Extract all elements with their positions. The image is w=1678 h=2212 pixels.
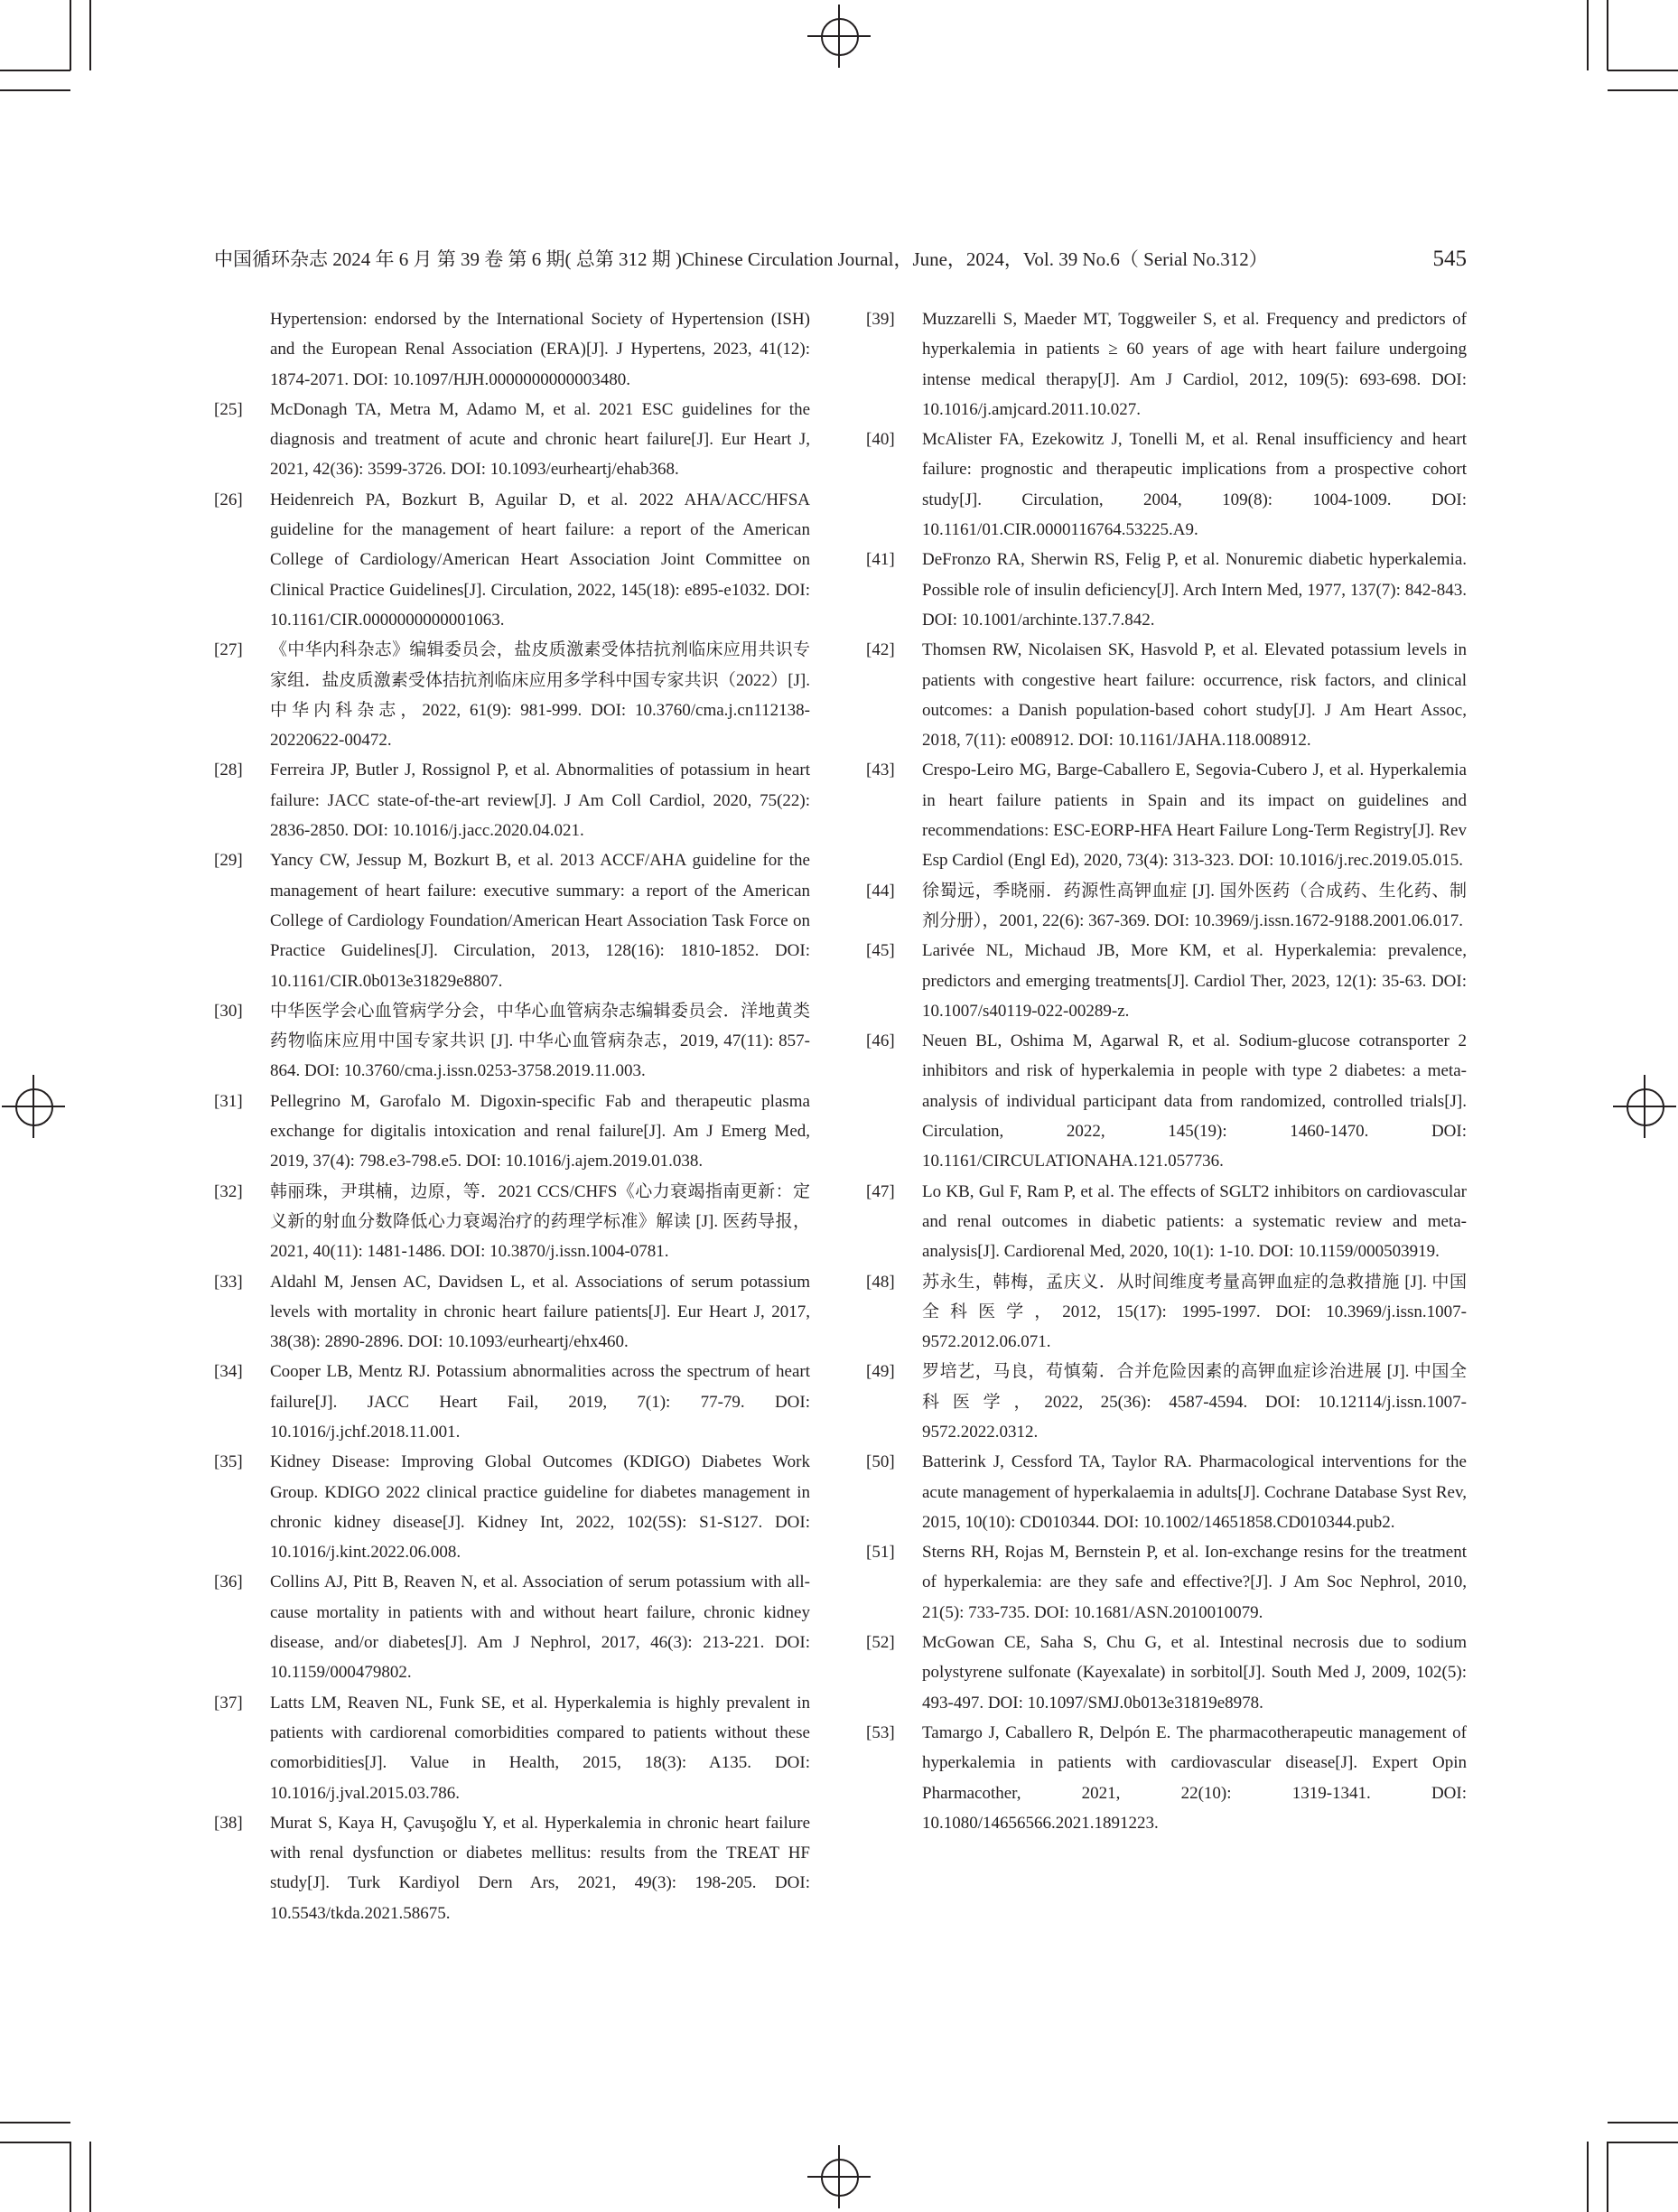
reference-number: [42] [866,640,895,660]
registration-mark-bottom [807,2145,871,2208]
reference-number: [48] [866,1272,895,1292]
reference-text: McAlister FA, Ezekowitz J, Tonelli M, et al. Renal insufficiency and heart failure: prognostic and therapeutic implications from a prospective cohort study[J]. Circulation, 2004, 109(8): 1004-1009. DOI: 10.1161/01.CIR.0000116764.53225.A9. [922,430,1467,540]
reference-item [866,755,1467,875]
reference-number: [25] [214,399,243,419]
reference-item [866,1357,1467,1447]
reference-text: 《中华内科杂志》编辑委员会，盐皮质激素受体拮抗剂临床应用共识专家组．盐皮质激素受体拮抗剂临床应用多学科中国专家共识（2022）[J]. 中华内科杂志，2022, 61(9): 981-999. DOI: 10.3760/cma.j.cn112138-20220622-00472. [270,640,810,751]
running-header [214,244,1467,275]
reference-item [214,395,810,485]
reference-text: Kidney Disease: Improving Global Outcomes (KDIGO) Diabetes Work Group. KDIGO 2022 clinical practice guideline for diabetes management in chronic kidney disease[J]. Kidney Int, 2022, 102(5S): S1-S127. DOI: 10.1016/j.kint.2022.06.008. [270,1452,810,1563]
crop-mark [0,2142,70,2143]
reference-item [866,635,1467,755]
reference-number: [30] [214,1001,243,1021]
reference-item [214,1447,810,1567]
registration-mark-top [807,5,871,68]
page-number: 545 [1432,247,1467,271]
reference-number: [28] [214,761,243,780]
references-right-column [866,304,1467,1838]
reference-text: 罗培艺，马良，苟慎菊．合并危险因素的高钾血症诊治进展 [J]. 中国全科医学，2022, 25(36): 4587-4594. DOI: 10.12114/j.issn.1007-9572.2022.0312. [922,1362,1467,1442]
reference-item [214,485,810,635]
reference-item [866,304,1467,425]
reference-number: [51] [866,1543,895,1563]
reference-text: Muzzarelli S, Maeder MT, Toggweiler S, et al. Frequency and predictors of hyperkalemia in patients ≥ 60 years of age with heart failure undergoing intense medical therapy[J]. Am J Cardiol, 2012, 109(5): 693-698. DOI: 10.1016/j.amjcard.2011.10.027. [922,310,1467,419]
reference-text: 韩丽珠，尹琪楠，边原，等．2021 CCS/CHFS《心力衰竭指南更新：定义新的射血分数降低心力衰竭治疗的药理学标准》解读 [J]. 医药导报，2021, 40(11): 1481-1486. DOI: 10.3870/j.issn.1004-0781. [270,1181,810,1262]
reference-item [214,1357,810,1447]
crop-mark [1608,2122,1678,2123]
reference-item [866,936,1467,1026]
reference-text: Hypertension: endorsed by the International Society of Hypertension (ISH) and the European Renal Association (ERA)[J]. J Hypertens, 2023, 41(12): 1874-2071. DOI: 10.1097/HJH.0000000000003480. [270,310,810,389]
reference-text: Neuen BL, Oshima M, Agarwal R, et al. Sodium-glucose cotransporter 2 inhibitors and risk of hyperkalemia in people with type 2 diabetes: a meta-analysis of individual participant data from randomized, controlled trials[J]. Circulation, 2022, 145(19): 1460-1470. DOI: 10.1161/CIRCULATIONAHA.121.057736. [922,1031,1467,1171]
reference-item [214,1567,810,1687]
crop-mark [1608,89,1678,91]
reference-text: McDonagh TA, Metra M, Adamo M, et al. 2021 ESC guidelines for the diagnosis and treatment of acute and chronic heart failure[J]. Eur Heart J, 2021, 42(36): 3599-3726. DOI: 10.1093/eurheartj/ehab368. [270,399,810,480]
reference-text: Crespo-Leiro MG, Barge-Caballero E, Segovia-Cubero J, et al. Hyperkalemia in heart failure patients in Spain and its impact on guidelines and recommendations: ESC-EORP-HFA Heart Failure Long-Term Registry[J]. Rev Esp Cardiol (Engl Ed), 2020, 73(4): 313-323. DOI: 10.1016/j.rec.2019.05.015. [922,761,1467,871]
reference-number: [32] [214,1181,243,1201]
reference-text: Aldahl M, Jensen AC, Davidsen L, et al. Associations of serum potassium levels with mortality in chronic heart failure patients[J]. Eur Heart J, 2017, 38(38): 2890-2896. DOI: 10.1093/eurheartj/ehx460. [270,1272,810,1352]
reference-item [214,1688,810,1808]
reference-text: 徐蜀远，季晓丽．药源性高钾血症 [J]. 国外医药（合成药、生化药、制剂分册），2001, 22(6): 367-369. DOI: 10.3969/j.issn.1672-9188.2001.06.017. [922,881,1467,930]
registration-mark-left [2,1075,65,1138]
reference-item [866,545,1467,635]
reference-number: [40] [866,430,895,450]
crop-mark [89,2142,91,2212]
reference-text: Cooper LB, Mentz RJ. Potassium abnormalities across the spectrum of heart failure[J]. JACC Heart Fail, 2019, 7(1): 77-79. DOI: 10.1016/j.jchf.2018.11.001. [270,1362,810,1442]
crop-mark [0,70,70,71]
reference-number: [49] [866,1362,895,1382]
reference-text: Sterns RH, Rojas M, Bernstein P, et al. Ion-exchange resins for the treatment of hyperkalemia: are they safe and effective?[J]. J Am Soc Nephrol, 2010, 21(5): 733-735. DOI: 10.1681/ASN.2010010079. [922,1543,1467,1622]
reference-item [214,304,810,395]
reference-item [214,1267,810,1358]
reference-number: [27] [214,640,243,660]
reference-text: Batterink J, Cessford TA, Taylor RA. Pharmacological interventions for the acute management of hyperkalaemia in adults[J]. Cochrane Database Syst Rev, 2015, 10(10): CD010344. DOI: 10.1002/14651858.CD010344.pub2. [922,1452,1467,1532]
reference-item [866,425,1467,545]
reference-number: [37] [214,1693,243,1713]
reference-text: Collins AJ, Pitt B, Reaven N, et al. Association of serum potassium with all-cause mortality in patients with and without heart failure, chronic kidney disease, and/or diabetes[J]. Am J Nephrol, 2017, 46(3): 213-221. DOI: 10.1159/000479802. [270,1573,810,1683]
reference-number: [53] [866,1722,895,1742]
reference-text: McGowan CE, Saha S, Chu G, et al. Intestinal necrosis due to sodium polystyrene sulfonate (Kayexalate) in sorbitol[J]. South Med J, 2009, 102(5): 493-497. DOI: 10.1097/SMJ.0b013e31819e8978. [922,1633,1467,1713]
crop-mark [1587,0,1589,70]
crop-mark [89,0,91,70]
reference-number: [36] [214,1573,243,1592]
reference-text: Lo KB, Gul F, Ram P, et al. The effects of SGLT2 inhibitors on cardiovascular and renal outcomes in diabetic patients: a systematic review and meta-analysis[J]. Cardiorenal Med, 2020, 10(1): 1-10. DOI: 10.1159/000503919. [922,1181,1467,1262]
reference-item [866,876,1467,937]
reference-text: Murat S, Kaya H, Çavuşoğlu Y, et al. Hyperkalemia in chronic heart failure with renal dysfunction or diabetes mellitus: results from the TREAT HF study[J]. Turk Kardiyol Dern Ars, 2021, 49(3): 198-205. DOI: 10.5543/tkda.2021.58675. [270,1813,810,1923]
reference-item [214,845,810,995]
crop-mark [70,2142,71,2212]
reference-item [214,1087,810,1177]
reference-item [866,1628,1467,1718]
reference-item [866,1026,1467,1176]
reference-number: [52] [866,1633,895,1653]
reference-text: Larivée NL, Michaud JB, More KM, et al. Hyperkalemia: prevalence, predictors and emerging treatments[J]. Cardiol Ther, 2023, 12(1): 35-63. DOI: 10.1007/s40119-022-00289-z. [922,941,1467,1021]
reference-number: [35] [214,1452,243,1472]
reference-item [866,1447,1467,1537]
reference-item [214,1177,810,1267]
reference-number: [39] [866,310,895,329]
reference-text: DeFronzo RA, Sherwin RS, Felig P, et al. Nonuremic diabetic hyperkalemia. Possible role of insulin deficiency[J]. Arch Intern Med, 1977, 137(7): 842-843. DOI: 10.1001/archinte.137.7.842. [922,550,1467,630]
reference-number: [44] [866,881,895,901]
reference-number: [46] [866,1031,895,1051]
reference-number: [26] [214,490,243,509]
reference-text: Latts LM, Reaven NL, Funk SE, et al. Hyperkalemia is highly prevalent in patients with cardiorenal comorbidities compared to patients without these comorbidities[J]. Value in Health, 2015, 18(3): A135. DOI: 10.1016/j.jval.2015.03.786. [270,1693,810,1803]
reference-number: [47] [866,1181,895,1201]
reference-item [214,1808,810,1928]
journal-info: 中国循环杂志 2024 年 6 月 第 39 卷 第 6 期( 总第 312 期 )Chinese Circulation Journal，June，2024，Vol. 39 No.6（ Serial No.312） [214,248,1268,270]
crop-mark [1608,70,1678,71]
reference-item [866,1537,1467,1628]
reference-number: [41] [866,550,895,570]
reference-number: [38] [214,1813,243,1833]
reference-number: [50] [866,1452,895,1472]
reference-item [866,1177,1467,1267]
references-left-column [214,304,810,1928]
crop-mark [1607,0,1608,70]
reference-text: Thomsen RW, Nicolaisen SK, Hasvold P, et al. Elevated potassium levels in patients with congestive heart failure: occurrence, risk factors, and clinical outcomes: a Danish population-based cohort study[J]. J Am Heart Assoc, 2018, 7(11): e008912. DOI: 10.1161/JAHA.118.008912. [922,640,1467,751]
reference-number: [29] [214,851,243,871]
crop-mark [0,2122,70,2123]
reference-item [866,1718,1467,1838]
reference-text: Pellegrino M, Garofalo M. Digoxin-specific Fab and therapeutic plasma exchange for digitalis intoxication and renal failure[J]. Am J Emerg Med, 2019, 37(4): 798.e3-798.e5. DOI: 10.1016/j.ajem.2019.01.038. [270,1091,810,1171]
crop-mark [1607,2142,1608,2212]
reference-text: 苏永生，韩梅，孟庆义．从时间维度考量高钾血症的急救措施 [J]. 中国全科医学，2012, 15(17): 1995-1997. DOI: 10.3969/j.issn.1007-9572.2012.06.071. [922,1272,1467,1352]
reference-item [866,1267,1467,1358]
crop-mark [70,0,71,70]
crop-mark [1587,2142,1589,2212]
crop-mark [0,89,70,91]
reference-number: [43] [866,761,895,780]
reference-text: 中华医学会心血管病学分会，中华心血管病杂志编辑委员会．洋地黄类药物临床应用中国专家共识 [J]. 中华心血管病杂志，2019, 47(11): 857-864. DOI: 10.3760/cma.j.issn.0253-3758.2019.11.003. [270,1001,810,1081]
reference-text: Heidenreich PA, Bozkurt B, Aguilar D, et al. 2022 AHA/ACC/HFSA guideline for the management of heart failure: a report of the American College of Cardiology/American Heart Association Joint Committee on Clinical Practice Guidelines[J]. Circulation, 2022, 145(18): e895-e1032. DOI: 10.1161/CIR.0000000000001063. [270,490,810,630]
reference-item [214,996,810,1087]
reference-text: Yancy CW, Jessup M, Bozkurt B, et al. 2013 ACCF/AHA guideline for the management of heart failure: executive summary: a report of the American College of Cardiology Foundation/American Heart Association Task Force on Practice Guidelines[J]. Circulation, 2013, 128(16): 1810-1852. DOI: 10.1161/CIR.0b013e31829e8807. [270,851,810,991]
reference-text: Tamargo J, Caballero R, Delpón E. The pharmacotherapeutic management of hyperkalemia in patients with cardiovascular disease[J]. Expert Opin Pharmacother, 2021, 22(10): 1319-1341. DOI: 10.1080/14656566.2021.1891223. [922,1722,1467,1833]
reference-number: [45] [866,941,895,961]
reference-text: Ferreira JP, Butler J, Rossignol P, et al. Abnormalities of potassium in heart failure: JACC state-of-the-art review[J]. J Am Coll Cardiol, 2020, 75(22): 2836-2850. DOI: 10.1016/j.jacc.2020.04.021. [270,761,810,841]
reference-number: [34] [214,1362,243,1382]
reference-number: [31] [214,1091,243,1111]
reference-item [214,635,810,755]
reference-item [214,755,810,845]
registration-mark-right [1613,1075,1676,1138]
reference-number: [33] [214,1272,243,1292]
crop-mark [1608,2142,1678,2143]
